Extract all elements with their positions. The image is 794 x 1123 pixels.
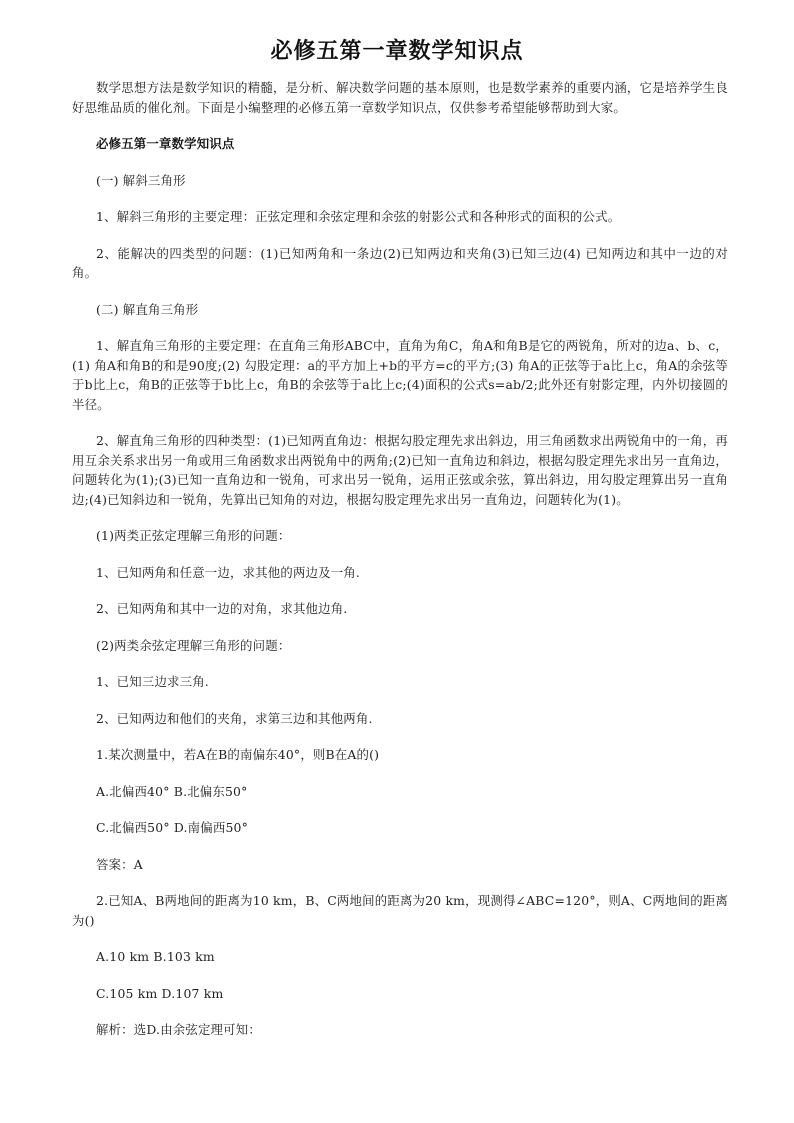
question-1-options-ab: A.北偏西40° B.北偏东50° xyxy=(96,783,248,799)
question-1: 1.某次测量中，若A在B的南偏东40°，则B在A的() xyxy=(96,747,380,762)
paragraph: 1、已知三边求三角. xyxy=(96,674,209,689)
paragraph: (1)两类正弦定理解三角形的问题： xyxy=(96,528,291,543)
subsection-title-right: (二) 解直角三角形 xyxy=(96,301,199,317)
document-body xyxy=(72,78,728,1040)
section-heading: 必修五第一章数学知识点 xyxy=(96,136,235,151)
intro-paragraph: 数学思想方法是数学知识的精髓，是分析、解决数学问题的基本原则，也是数学素养的重要内涵，它是培养学生良好思维品质的催化剂。下面是小编整理的必修五第一章数学知识点，仅供参考希望能够帮助到大家。 xyxy=(72,80,728,115)
question-2-analysis: 解析：选D.由余弦定理可知： xyxy=(96,1022,261,1037)
question-1-answer: 答案：A xyxy=(96,856,143,872)
page-title: 必修五第一章数学知识点 xyxy=(270,39,524,64)
question-2: 2.已知A、B两地间的距离为10 km，B、C两地间的距离为20 km，现测得∠ABC=120°，则A、C两地间的距离为() xyxy=(72,893,728,928)
question-1-options-cd: C.北偏西50° D.南偏西50° xyxy=(96,820,249,835)
paragraph: (2)两类余弦定理解三角形的问题： xyxy=(96,637,291,653)
question-2-options-ab: A.10 km B.103 km xyxy=(96,949,215,964)
question-2-options-cd: C.105 km D.107 km xyxy=(96,985,224,1001)
paragraph: 2、解直角三角形的四种类型：(1)已知两直角边：根据勾股定理先求出斜边，用三角函数求出两锐角中的一角，再用互余关系求出另一角或用三角函数求出两锐角中的两角;(2)已知一直角边和斜边，根据勾股定理先求出另一直角边，问题转化为(1);(3)已知一直角边和一锐角，可求出另一锐角，运用正弦或余弦，算出斜边，用勾股定理算出另一直角边;(4)已知斜边和一锐角，先算出已知角的对边，根据勾股定理先求出另一直角边，问题转化为(1)。 xyxy=(72,433,728,507)
paragraph: 1、已知两角和任意一边，求其他的两边及一角. xyxy=(96,564,361,580)
paragraph: 2、能解决的四类型的问题：(1)已知两角和一条边(2)已知两边和夹角(3)已知三边(4) 已知两边和其中一边的对角。 xyxy=(72,245,728,280)
subsection-title-oblique: (一) 解斜三角形 xyxy=(96,172,186,188)
paragraph: 2、已知两边和他们的夹角，求第三边和其他两角. xyxy=(96,710,373,726)
paragraph: 1、解直角三角形的主要定理：在直角三角形ABC中，直角为角C，角A和角B是它的两锐角，所对的边a、b、c，(1) 角A和角B的和是90度;(2) 勾股定理：a的平方加上+b的平方=c的平方;(3) 角A的正弦等于a比上c，角A的余弦等于b比上c，角B的正弦等于b比上c，角B的余弦等于a比上c;(4)面积的公式s=ab/2;此外还有射影定理，内外切接圆的半径。 xyxy=(72,338,728,412)
paragraph: 1、解斜三角形的主要定理：正弦定理和余弦定理和余弦的射影公式和各种形式的面积的公式。 xyxy=(96,209,621,224)
paragraph: 2、已知两角和其中一边的对角，求其他边角. xyxy=(96,601,348,616)
